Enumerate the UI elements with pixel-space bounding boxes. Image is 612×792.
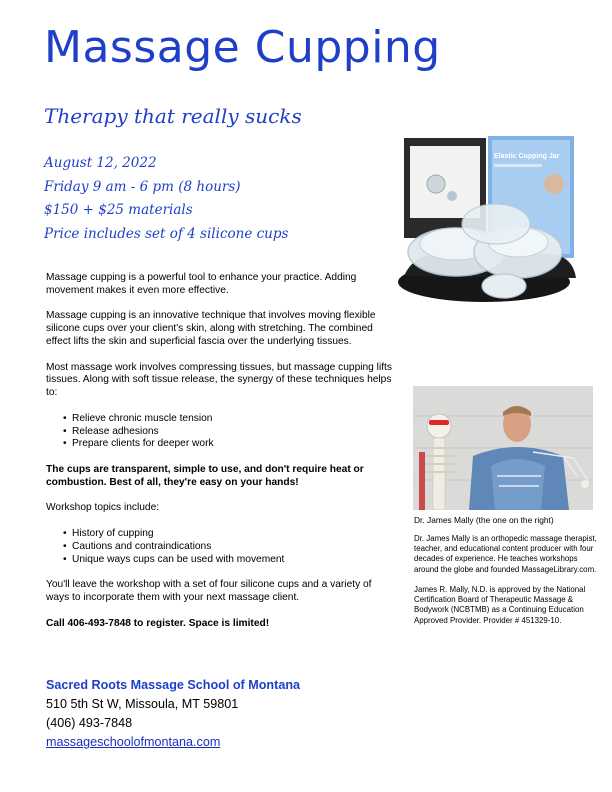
- event-time: Friday 9 am - 6 pm (8 hours): [44, 178, 241, 195]
- photo-caption: Dr. James Mally (the one on the right): [414, 515, 554, 525]
- school-phone: (406) 493-7848: [46, 716, 133, 730]
- school-address: 510 5th St W, Missoula, MT 59801: [46, 697, 239, 711]
- box-label: Elastic Cupping Jar: [494, 153, 560, 160]
- page-title: Massage Cupping: [44, 22, 441, 73]
- event-date: August 12, 2022: [44, 155, 157, 171]
- takeaway-paragraph: You'll leave the workshop with a set of four silicone cups and a variety of ways to incorporate them with your next massage client.: [46, 579, 372, 603]
- compress-paragraph: Most massage work involves compressing tissues, but massage cupping lifts tissues. Along with soft tissue release, the synergy of these techniques helps to:: [46, 361, 392, 399]
- instructor-bio: [414, 534, 598, 636]
- school-contact: [46, 676, 300, 752]
- list-item: • Unique ways cups can be used with movement: [72, 554, 392, 567]
- list-item: • History of cupping: [72, 528, 392, 541]
- intro-paragraph: Massage cupping is a powerful tool to enhance your practice. Adding movement makes it even more effective.: [46, 272, 357, 296]
- topics-list: [46, 528, 392, 566]
- cupping-product-image: [396, 132, 580, 310]
- benefits-list: [46, 413, 392, 451]
- school-name: Sacred Roots Massage School of Montana: [46, 678, 301, 692]
- topics-intro: Workshop topics include:: [46, 502, 160, 514]
- event-details: [44, 152, 288, 246]
- event-includes: Price includes set of 4 silicone cups: [44, 225, 289, 242]
- school-website-link[interactable]: massageschoolofmontana.com: [46, 735, 221, 749]
- list-item: • Prepare clients for deeper work: [72, 438, 392, 451]
- list-item: • Release adhesions: [72, 426, 392, 439]
- list-item: • Cautions and contraindications: [72, 541, 392, 554]
- instructor-photo: [413, 386, 593, 510]
- page-subtitle: Therapy that really sucks: [44, 104, 302, 128]
- call-to-action: Call 406-493-7848 to register. Space is limited!: [46, 617, 270, 629]
- bio-paragraph: Dr. James Mally is an orthopedic massage therapist, teacher, and educational content producer with four decades of experience. He teaches workshops around the globe and founded MassageLibrary.com.: [414, 534, 597, 574]
- body-text: [46, 272, 392, 643]
- event-price: $150 + $25 materials: [44, 202, 193, 218]
- technique-paragraph: Massage cupping is an innovative technique that involves moving flexible silicone cups over your client's skin, along with stretching. The combined effect lifts the skin and superficial fascia over the underlying tissues.: [46, 310, 376, 347]
- highlight-paragraph: The cups are transparent, simple to use, and don't require heat or combustion. Best of all, they're easy on your hands!: [46, 463, 364, 488]
- certification-paragraph: James R. Mally, N.D. is approved by the National Certification Board of Therapeutic Massage & Bodywork (NCBTMB) as a Continuing Education Approved Provider. Provider # 451329-10.: [414, 585, 586, 625]
- list-item: • Relieve chronic muscle tension: [72, 413, 392, 426]
